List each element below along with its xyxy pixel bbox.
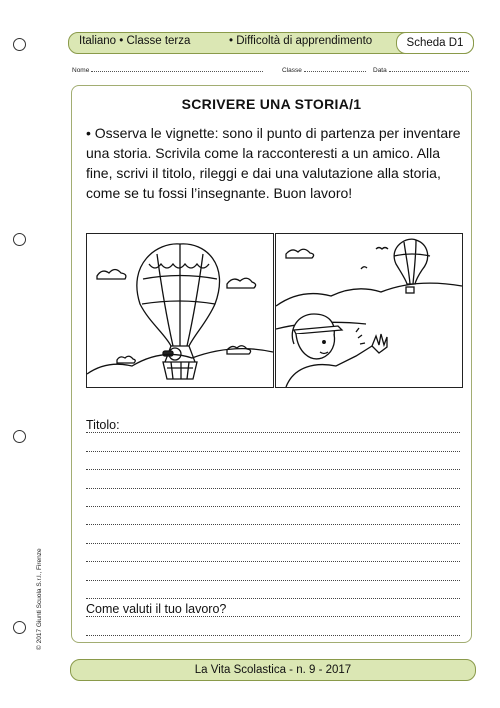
waving-boy-drawing [276,234,462,387]
subject-label: Italiano • Classe terza [79,35,191,47]
picture-balloon [86,233,274,388]
writing-line[interactable] [86,436,460,454]
name-blank [91,71,263,72]
date-blank [389,71,469,72]
class-blank [304,71,366,72]
punch-hole-bottom [13,621,26,634]
punch-hole-middle [13,233,26,246]
evaluation-label: Come valuti il tuo lavoro? [86,602,230,616]
punch-hole-top [13,38,26,51]
name-field[interactable] [72,67,263,74]
title-label: Titolo: [86,418,124,432]
footer-band: La Vita Scolastica - n. 9 - 2017 [70,659,476,681]
date-label: Data [373,67,387,74]
exercise-title: SCRIVERE UNA STORIA/1 [181,96,362,112]
writing-line[interactable] [86,528,460,546]
writing-line[interactable] [86,510,460,528]
evaluation-line[interactable] [86,602,460,620]
writing-line[interactable] [86,492,460,510]
instructions-text: • Osserva le vignette: sono il punto di partenza per inventare una storia. Scrivila come la racconteresti a un amico. Alla fine, scrivi il titolo, rileggi e dai una valutazione alla storia, come se tu fossi l’insegnante. Buon lavoro! [86,125,461,201]
picture-boy-waving [275,233,463,388]
sheet-tag: Scheda D1 [396,32,474,54]
balloon-drawing [87,234,273,387]
writing-line[interactable] [86,547,460,565]
writing-line[interactable] [86,473,460,491]
date-field[interactable] [373,67,469,74]
exercise-frame [71,85,472,643]
writing-line[interactable] [86,455,460,473]
difficulty-label: • Difficoltà di apprendimento [229,35,373,47]
class-label: Classe [282,67,302,74]
punch-hole-lower [13,430,26,443]
copyright-note: © 2017 Giunti Scuola S.r.l., Firenze [36,548,43,650]
class-field[interactable] [282,67,366,74]
writing-line[interactable] [86,565,460,583]
title-line[interactable] [86,418,460,436]
header-band [68,32,474,54]
writing-area[interactable] [86,418,460,639]
writing-line[interactable] [86,620,460,638]
writing-line[interactable] [86,584,460,602]
name-label: Nome [72,67,90,74]
